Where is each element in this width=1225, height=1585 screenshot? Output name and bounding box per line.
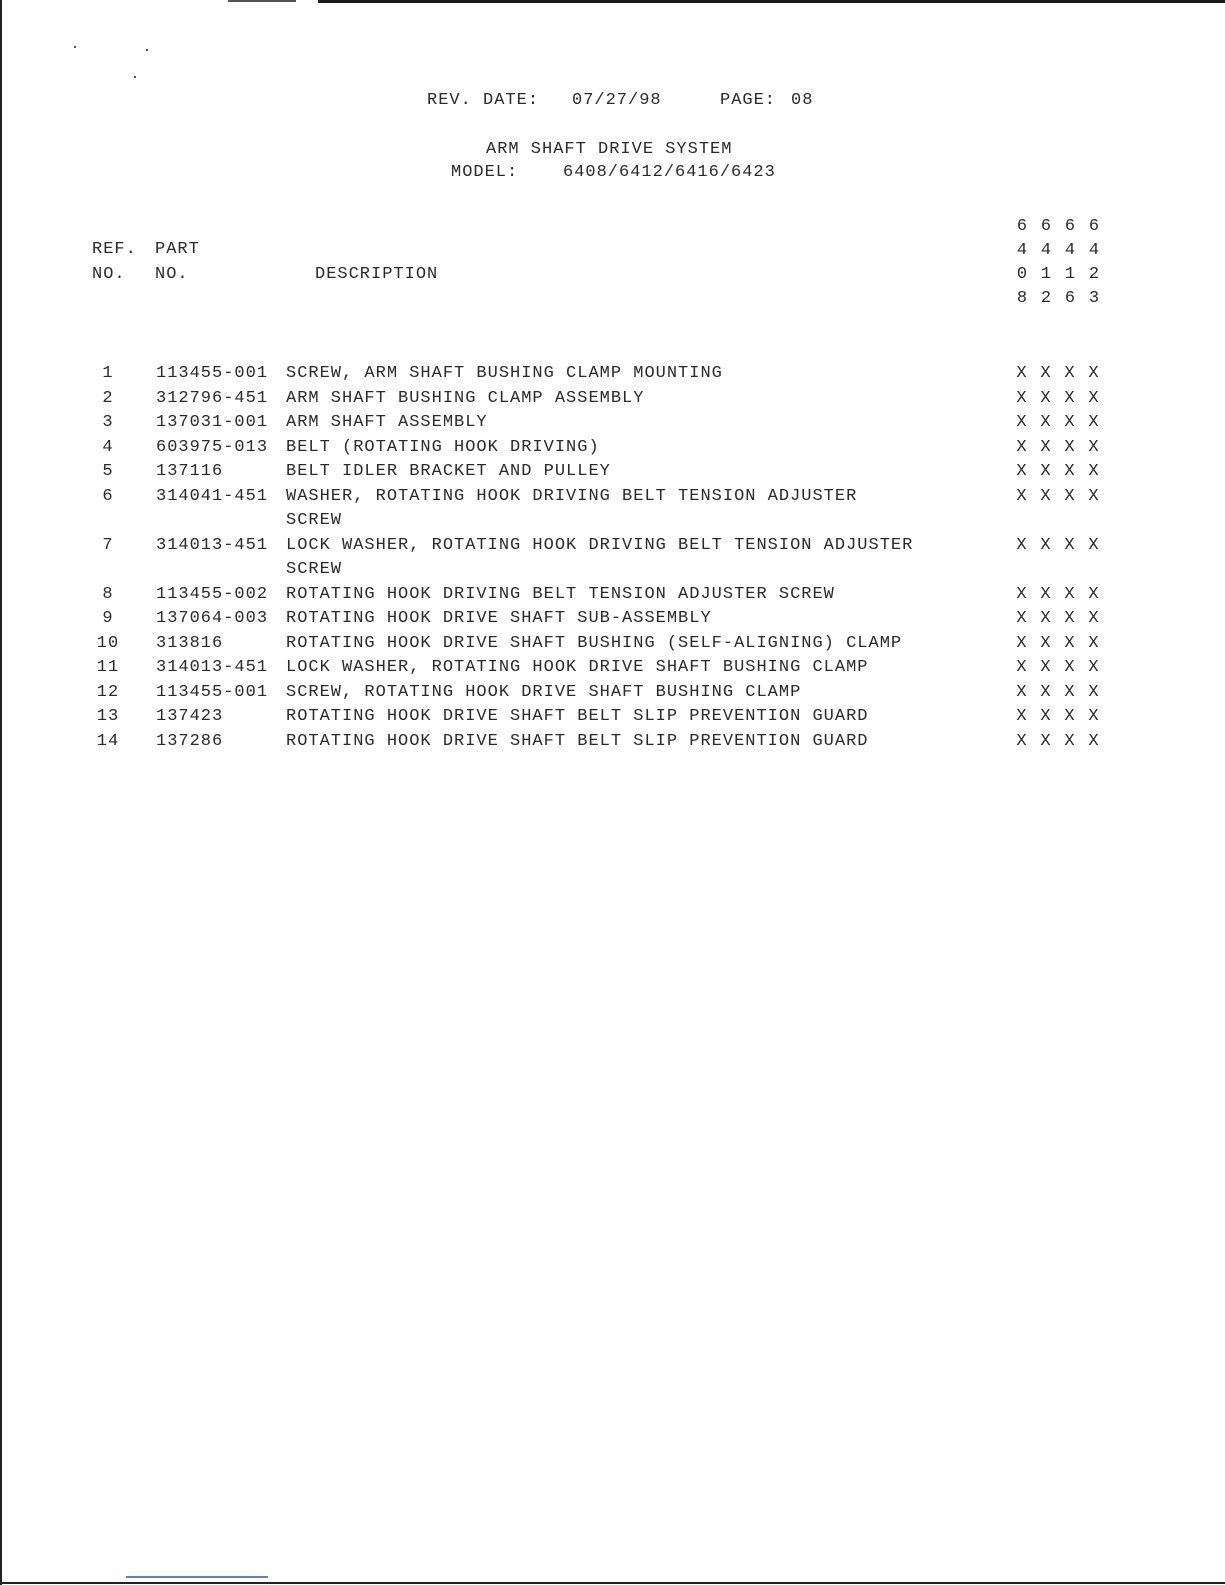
table-row (88, 705, 1108, 730)
model-applicability (1013, 656, 1103, 681)
scan-edge (126, 1576, 268, 1578)
applicability-mark: X (1064, 658, 1076, 677)
table-row (88, 387, 1108, 412)
description-line: ARM SHAFT ASSEMBLY (286, 413, 488, 432)
description-continuation: SCREW (286, 511, 343, 530)
description-line: ROTATING HOOK DRIVE SHAFT SUB-ASSEMBLY (286, 609, 712, 628)
ref-heading-line2: NO. (92, 265, 126, 284)
applicability-mark: X (1064, 413, 1076, 432)
part-number: 314013-451 (156, 658, 269, 677)
model-digit: 8 (1016, 289, 1028, 308)
part-number: 113455-001 (156, 364, 269, 383)
applicability-mark: X (1040, 486, 1052, 506)
applicability-mark: X (1016, 535, 1028, 555)
applicability-mark: X (1040, 388, 1052, 408)
part-number: 137286 (156, 731, 224, 751)
applicability-mark: X (1064, 731, 1076, 751)
ref-number: 13 (96, 707, 120, 726)
applicability-mark: X (1064, 584, 1076, 604)
applicability-mark: X (1064, 609, 1076, 628)
part-number: 113455-002 (156, 584, 269, 604)
model-digit-row (1013, 239, 1103, 263)
applicability-mark: X (1088, 731, 1100, 751)
description-line: BELT (ROTATING HOOK DRIVING) (286, 437, 600, 457)
part-number: 314041-451 (156, 486, 269, 506)
model-digit: 4 (1040, 241, 1052, 260)
model-applicability (1013, 607, 1103, 632)
model-label: MODEL: (451, 163, 519, 182)
applicability-mark: X (1016, 437, 1028, 457)
scan-edge (318, 0, 1225, 3)
part-heading-line1: PART (155, 240, 200, 259)
model-applicability (1013, 485, 1103, 534)
description-line: ROTATING HOOK DRIVE SHAFT BUSHING (SELF-ALIGNING) CLAMP (286, 633, 903, 653)
scan-speck (134, 76, 136, 78)
description-line: SCREW, ROTATING HOOK DRIVE SHAFT BUSHING CLAMP (286, 682, 802, 702)
ref-number: 1 (102, 364, 114, 383)
description-line: LOCK WASHER, ROTATING HOOK DRIVING BELT TENSION ADJUSTER (286, 535, 914, 555)
scan-edge (228, 0, 296, 2)
applicability-mark: X (1040, 609, 1052, 628)
part-description (286, 632, 981, 657)
applicability-mark: X (1088, 462, 1100, 481)
model-digit: 6 (1088, 217, 1100, 236)
part-number: 137064-003 (156, 609, 269, 628)
model-digit: 6 (1016, 217, 1028, 236)
model-digit: 2 (1040, 289, 1052, 308)
table-row (88, 607, 1108, 632)
description-line: LOCK WASHER, ROTATING HOOK DRIVE SHAFT BUSHING CLAMP (286, 658, 869, 677)
table-row (88, 460, 1108, 485)
applicability-mark: X (1016, 486, 1028, 506)
model-digit-row (1013, 215, 1103, 239)
applicability-mark: X (1016, 658, 1028, 677)
ref-number: 5 (102, 462, 114, 481)
applicability-mark: X (1040, 707, 1052, 726)
part-description (286, 485, 981, 534)
part-description (286, 362, 981, 387)
part-description (286, 534, 981, 583)
model-applicability (1013, 583, 1103, 608)
table-row (88, 436, 1108, 461)
model-applicability (1013, 387, 1103, 412)
part-description (286, 705, 981, 730)
ref-number: 8 (102, 584, 114, 604)
description-continuation: SCREW (286, 560, 343, 579)
table-row (88, 485, 1108, 534)
model-digit: 4 (1016, 241, 1028, 260)
description-line: ROTATING HOOK DRIVING BELT TENSION ADJUSTER SCREW (286, 584, 835, 604)
applicability-mark: X (1064, 707, 1076, 726)
part-number: 313816 (156, 633, 224, 653)
table-row (88, 632, 1108, 657)
applicability-mark: X (1064, 462, 1076, 481)
ref-number: 2 (102, 388, 114, 408)
applicability-mark: X (1040, 731, 1052, 751)
model-applicability (1013, 681, 1103, 706)
part-description (286, 436, 981, 461)
description-line: ROTATING HOOK DRIVE SHAFT BELT SLIP PREVENTION GUARD (286, 707, 869, 726)
applicability-mark: X (1088, 535, 1100, 555)
applicability-mark: X (1040, 584, 1052, 604)
ref-number: 6 (102, 486, 114, 506)
description-line: WASHER, ROTATING HOOK DRIVING BELT TENSION ADJUSTER (286, 486, 858, 506)
description-line: SCREW, ARM SHAFT BUSHING CLAMP MOUNTING (286, 364, 723, 383)
part-number: 312796-451 (156, 388, 269, 408)
applicability-mark: X (1064, 364, 1076, 383)
model-digit: 0 (1016, 265, 1028, 284)
part-number: 603975-013 (156, 437, 269, 457)
model-digit: 1 (1040, 265, 1052, 284)
model-digit: 6 (1064, 217, 1076, 236)
model-applicability (1013, 705, 1103, 730)
model-digit-row (1013, 263, 1103, 287)
part-number: 137423 (156, 707, 224, 726)
applicability-mark: X (1088, 584, 1100, 604)
applicability-mark: X (1016, 364, 1028, 383)
model-applicability (1013, 730, 1103, 755)
page-number: 08 (791, 91, 814, 110)
model-digit: 3 (1088, 289, 1100, 308)
ref-number: 11 (96, 658, 120, 677)
applicability-mark: X (1064, 633, 1076, 653)
model-digit-row (1013, 287, 1103, 311)
part-description (286, 387, 981, 412)
table-row (88, 656, 1108, 681)
table-row (88, 411, 1108, 436)
page-label: PAGE: (720, 91, 777, 110)
model-value: 6408/6412/6416/6423 (563, 163, 776, 182)
applicability-mark: X (1088, 707, 1100, 726)
applicability-mark: X (1088, 413, 1100, 432)
table-row (88, 362, 1108, 387)
model-applicability (1013, 534, 1103, 583)
applicability-mark: X (1088, 682, 1100, 702)
model-digit: 6 (1040, 217, 1052, 236)
model-applicability (1013, 411, 1103, 436)
model-column-headings (1013, 215, 1103, 311)
part-description (286, 656, 981, 681)
applicability-mark: X (1040, 413, 1052, 432)
applicability-mark: X (1088, 486, 1100, 506)
applicability-mark: X (1064, 437, 1076, 457)
table-row (88, 681, 1108, 706)
scan-speck (74, 46, 76, 48)
description-line: ARM SHAFT BUSHING CLAMP ASSEMBLY (286, 388, 645, 408)
applicability-mark: X (1088, 388, 1100, 408)
scan-edge (0, 1582, 1225, 1584)
applicability-mark: X (1040, 364, 1052, 383)
part-description (286, 460, 981, 485)
applicability-mark: X (1064, 535, 1076, 555)
ref-number: 3 (102, 413, 114, 432)
ref-number: 12 (96, 682, 120, 702)
applicability-mark: X (1088, 364, 1100, 383)
table-row (88, 583, 1108, 608)
part-number: 137116 (156, 462, 224, 481)
applicability-mark: X (1016, 388, 1028, 408)
applicability-mark: X (1088, 609, 1100, 628)
applicability-mark: X (1016, 584, 1028, 604)
applicability-mark: X (1016, 731, 1028, 751)
part-description (286, 583, 981, 608)
part-description (286, 411, 981, 436)
applicability-mark: X (1040, 658, 1052, 677)
model-digit: 1 (1064, 265, 1076, 284)
applicability-mark: X (1040, 682, 1052, 702)
model-applicability (1013, 436, 1103, 461)
applicability-mark: X (1040, 437, 1052, 457)
applicability-mark: X (1040, 535, 1052, 555)
ref-number: 4 (102, 437, 114, 457)
part-number: 314013-451 (156, 535, 269, 555)
applicability-mark: X (1016, 462, 1028, 481)
ref-heading-line1: REF. (92, 240, 137, 259)
part-description (286, 730, 981, 755)
applicability-mark: X (1016, 707, 1028, 726)
description-heading: DESCRIPTION (315, 265, 439, 284)
applicability-mark: X (1016, 609, 1028, 628)
ref-number: 7 (102, 535, 114, 555)
table-row (88, 730, 1108, 755)
ref-number: 9 (102, 609, 114, 628)
applicability-mark: X (1088, 658, 1100, 677)
description-line: ROTATING HOOK DRIVE SHAFT BELT SLIP PREVENTION GUARD (286, 731, 869, 751)
scan-edge (0, 0, 2, 1585)
model-applicability (1013, 362, 1103, 387)
description-line: BELT IDLER BRACKET AND PULLEY (286, 462, 611, 481)
applicability-mark: X (1040, 633, 1052, 653)
applicability-mark: X (1064, 388, 1076, 408)
scan-speck (146, 49, 148, 51)
model-applicability (1013, 460, 1103, 485)
part-number: 137031-001 (156, 413, 269, 432)
applicability-mark: X (1088, 437, 1100, 457)
part-heading-line2: NO. (155, 265, 189, 284)
part-description (286, 681, 981, 706)
model-digit: 4 (1088, 241, 1100, 260)
table-row (88, 534, 1108, 583)
rev-date-value: 07/27/98 (572, 91, 662, 110)
part-number: 113455-001 (156, 682, 269, 702)
rev-date-label: REV. DATE: (427, 91, 540, 110)
model-digit: 2 (1088, 265, 1100, 284)
applicability-mark: X (1016, 682, 1028, 702)
ref-number: 10 (96, 633, 120, 653)
applicability-mark: X (1016, 413, 1028, 432)
model-digit: 6 (1064, 289, 1076, 308)
applicability-mark: X (1040, 462, 1052, 481)
applicability-mark: X (1064, 682, 1076, 702)
model-digit: 4 (1064, 241, 1076, 260)
applicability-mark: X (1088, 633, 1100, 653)
parts-list (88, 362, 1108, 754)
applicability-mark: X (1016, 633, 1028, 653)
model-applicability (1013, 632, 1103, 657)
part-description (286, 607, 981, 632)
applicability-mark: X (1064, 486, 1076, 506)
page-title: ARM SHAFT DRIVE SYSTEM (486, 140, 733, 159)
ref-number: 14 (96, 731, 120, 751)
